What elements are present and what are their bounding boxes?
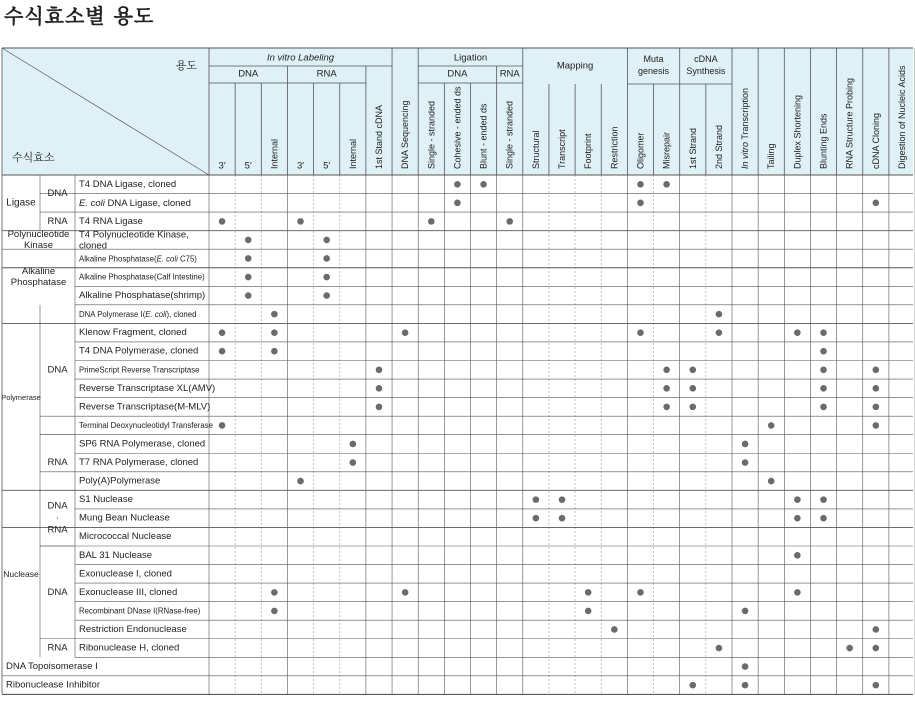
usage-dot [742,682,749,689]
subcategory-label: DNA [47,188,68,200]
column-subgroup-label: DNA [238,68,259,80]
enzyme-name: Ribonuclease H, cloned [79,642,180,654]
enzyme-name: Poly(A)Polymerase [79,475,161,487]
column-label: Restriction [609,126,620,169]
usage-dot [454,200,461,207]
usage-dot [219,329,226,336]
subcategory-label: RNA [47,215,68,227]
enzyme-name: T4 RNA Ligase [79,215,143,227]
enzyme-header-label: 수식효소 [12,152,55,164]
usage-dot [873,645,880,652]
usage-dot [219,218,226,225]
usage-dot [350,459,357,466]
usage-dot [742,608,749,615]
usage-dot [402,589,409,596]
usage-dot [873,682,880,689]
usage-dot [271,589,278,596]
column-group-label: Mapping [556,60,594,72]
usage-dot [794,329,801,336]
page-title: 수식효소별 용도 [4,4,155,28]
usage-dot [873,404,880,411]
category-label: Phosphatase [10,277,67,289]
column-group-label: Synthesis [686,66,726,76]
usage-dot [585,608,592,615]
enzyme-name: Reverse Transcriptase XL(AMV) [79,382,216,394]
usage-dot [611,626,618,633]
usage-dot [794,552,801,559]
column-subgroup-label: RNA [499,68,520,80]
usage-dot [768,478,775,485]
usage-dot [794,515,801,522]
column-label: Footprint [583,133,594,169]
enzyme-name: PrimeScript Reverse Transcriptase [79,365,200,375]
usage-dot [768,422,775,429]
column-subgroup-label: DNA [447,68,468,80]
column-label: Internal [269,138,280,169]
column-label: Single - stranded [504,100,515,169]
usage-dot [376,366,383,373]
usage-dot [742,663,749,670]
usage-dot [454,181,461,188]
column-label: RNA Structure Probing [844,77,855,169]
column-label: Blunting Ends [818,113,829,169]
usage-dot [820,348,827,355]
subcategory-label: RNA [47,524,68,536]
enzyme-name: DNA Topoisomerase I [6,661,98,673]
enzyme-name: Recombinant DNase I(RNase-free) [79,606,201,616]
subcategory-label: RNA [47,457,68,469]
column-label: Transcript [557,129,568,169]
usage-dot [428,218,435,225]
usage-dot [663,385,670,392]
usage-dot [794,496,801,503]
usage-dot [820,496,827,503]
subcategory-label: RNA [47,642,68,654]
usage-dot [716,311,723,318]
usage-dot [506,218,513,225]
usage-dot [323,255,330,262]
usage-dot [820,385,827,392]
usage-dot [794,589,801,596]
column-label: Blunt - ended ds [478,103,489,169]
usage-header-label: 용도 [175,60,197,72]
enzyme-name: S1 Nuclease [79,494,133,506]
usage-dot [297,478,304,485]
enzyme-name: T7 RNA Polymerase, cloned [79,457,199,469]
usage-dot [663,404,670,411]
usage-dot [245,274,252,281]
usage-dot [585,589,592,596]
column-label: DNA Sequencing [400,100,411,169]
column-label: Oligomer [635,132,646,169]
enzyme-name: T4 DNA Polymerase, cloned [79,345,199,357]
enzyme-name: Ribonuclease Inhibitor [6,679,101,691]
usage-dot [245,255,252,262]
column-group-label: cDNA [694,54,718,64]
enzyme-name: Mung Bean Nuclease [79,512,170,524]
usage-dot [873,385,880,392]
enzyme-name: Reverse Transcriptase(M-MLV) [79,401,211,413]
usage-dot [689,682,696,689]
enzyme-name: Terminal Deoxynucleotidyl Transferase [79,420,213,430]
usage-dot [219,422,226,429]
enzyme-name: cloned [79,240,107,252]
enzyme-name: Alkaline Phosphatase(E. coli C75) [79,253,197,263]
usage-dot [350,441,357,448]
column-label: 1st Strand [687,127,698,169]
category-label: Polymerase [1,393,41,403]
usage-dot [873,366,880,373]
usage-dot [376,385,383,392]
category-label: Polynucleotide [7,228,70,240]
category-label: Alkaline [21,266,56,278]
usage-dot [742,441,749,448]
subcategory-label: DNA [47,586,68,598]
enzyme-name: Restriction Endonuclease [79,623,187,635]
usage-dot [323,237,330,244]
usage-dot [716,645,723,652]
column-group-label: Ligation [453,52,488,64]
enzyme-name: T4 Polynucleotide Kinase, [79,229,189,241]
category-label: Ligase [6,197,36,209]
usage-dot [820,515,827,522]
column-label: 3′ [296,160,305,172]
usage-dot [245,292,252,299]
column-label: Structural [530,130,541,169]
subcategory-label: DNA [47,500,68,512]
enzyme-name: T4 DNA Ligase, cloned [79,178,177,190]
category-label: Kinase [23,239,54,251]
usage-dot [271,329,278,336]
enzyme-name: E. coli DNA Ligase, cloned [79,197,191,209]
usage-dot [533,515,540,522]
column-group-label: In vitro Labeling [266,52,335,64]
column-label: 2nd Strand [713,124,724,169]
usage-dot [873,626,880,633]
column-label: cDNA Cloning [870,112,881,169]
column-label: Single - stranded [426,100,437,169]
usage-dot [376,404,383,411]
usage-dot [637,200,644,207]
category-label: Nuclease [3,568,39,579]
column-label: 5′ [244,160,252,172]
enzyme-name: DNA Polymerase I(E. coli), cloned [79,309,197,319]
column-label: 1st Stand cDNA [373,104,384,169]
usage-dot [323,292,330,299]
usage-dot [533,496,540,503]
enzyme-name: Micrococcal Nuclease [79,531,172,543]
subcategory-label: · [55,512,60,524]
usage-dot [637,181,644,188]
usage-dot [873,422,880,429]
column-label: Cohesive - ended ds [452,86,463,169]
usage-dot [820,404,827,411]
usage-dot [559,496,566,503]
enzyme-name: SP6 RNA Polymerase, cloned [79,438,206,450]
usage-dot [271,608,278,615]
usage-dot [689,385,696,392]
usage-dot [480,181,487,188]
column-subgroup-label: RNA [316,68,337,80]
usage-dot [245,237,252,244]
usage-dot [846,645,853,652]
usage-dot [323,274,330,281]
usage-dot [271,348,278,355]
column-label: Internal [347,138,358,169]
column-label: In vitro Transcription [740,87,751,169]
column-label: 5′ [323,160,331,172]
column-group-label: genesis [638,66,670,76]
enzyme-name: Klenow Fragment, cloned [79,327,187,339]
usage-dot [742,459,749,466]
usage-dot [820,329,827,336]
usage-dot [219,348,226,355]
column-label: Duplex Shortening [792,94,803,169]
usage-dot [663,366,670,373]
enzyme-name: Exonuclease III, cloned [79,586,178,598]
usage-dot [402,329,409,336]
usage-dot [689,366,696,373]
usage-dot [820,366,827,373]
usage-dot [716,329,723,336]
column-label: Digestion of Nucleic Acids [896,65,907,169]
usage-dot [297,218,304,225]
column-group-label: Muta [643,54,664,64]
enzyme-name: Alkaline Phosphatase(Calf Intestine) [79,272,205,282]
enzyme-name: BAL 31 Nuclease [79,549,153,561]
usage-dot [873,200,880,207]
usage-dot [637,589,644,596]
column-label: Tailing [766,143,777,169]
subcategory-label: DNA [47,364,68,376]
usage-dot [663,181,670,188]
usage-dot [559,515,566,522]
usage-dot [271,311,278,318]
column-label: 3′ [218,160,226,172]
usage-dot [689,404,696,411]
enzyme-name: Exonuclease I, cloned [79,568,172,580]
enzyme-name: Alkaline Phosphatase(shrimp) [79,290,206,302]
usage-dot [637,329,644,336]
column-label: Misrepair [661,131,672,169]
